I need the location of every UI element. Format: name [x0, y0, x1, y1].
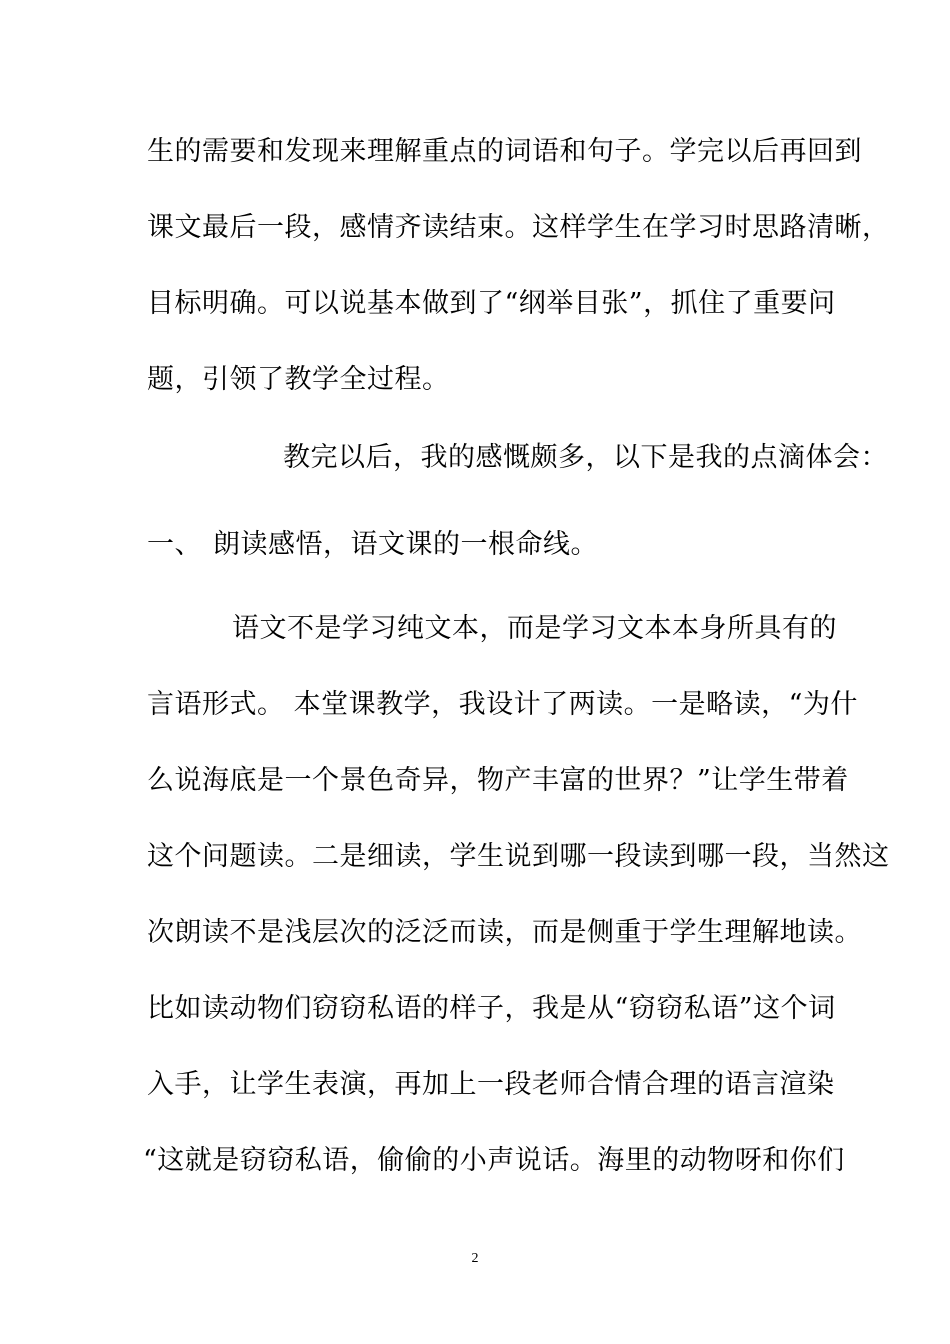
paragraph-line: 课文最后一段，感情齐读结束。这样学生在学习时思路清晰， [147, 212, 890, 243]
section-heading-number: 一、 [147, 529, 202, 560]
paragraph-line: 目标明确。可以说基本做到了“纲举目张”，抓住了重要问 [147, 288, 836, 319]
paragraph-line: 比如读动物们窃窃私语的样子，我是从“窃窃私语”这个词 [147, 993, 836, 1024]
paragraph-line: 么说海底是一个景色奇异，物产丰富的世界？”让学生带着 [147, 765, 849, 796]
page-number: 2 [471, 1251, 479, 1266]
paragraph-line: 次朗读不是浅层次的泛泛而读，而是侧重于学生理解地读。 [147, 917, 862, 948]
paragraph-line: 这个问题读。二是细读，学生说到哪一段读到哪一段，当然这 [147, 841, 890, 872]
section-heading [147, 527, 827, 563]
section-heading-text: 朗读感悟，语文课的一根命线。 [213, 529, 598, 560]
paragraph-line: 生的需要和发现来理解重点的词语和句子。学完以后再回到 [147, 136, 862, 167]
paragraph-line-indented: 语文不是学习纯文本，而是学习文本本身所具有的 [232, 613, 837, 644]
paragraph-line: 入手，让学生表演，再加上一段老师合情合理的语言渲染 [147, 1069, 835, 1100]
paragraph-line-indented: 教完以后，我的感慨颇多，以下是我的点滴体会： [283, 442, 888, 473]
paragraph-line: 言语形式。 本堂课教学，我设计了两读。一是略读，“为什 [147, 689, 858, 720]
paragraph-line: 题，引领了教学全过程。 [147, 364, 450, 395]
paragraph-line: “这就是窃窃私语，偷偷的小声说话。海里的动物呀和你们 [143, 1145, 845, 1176]
